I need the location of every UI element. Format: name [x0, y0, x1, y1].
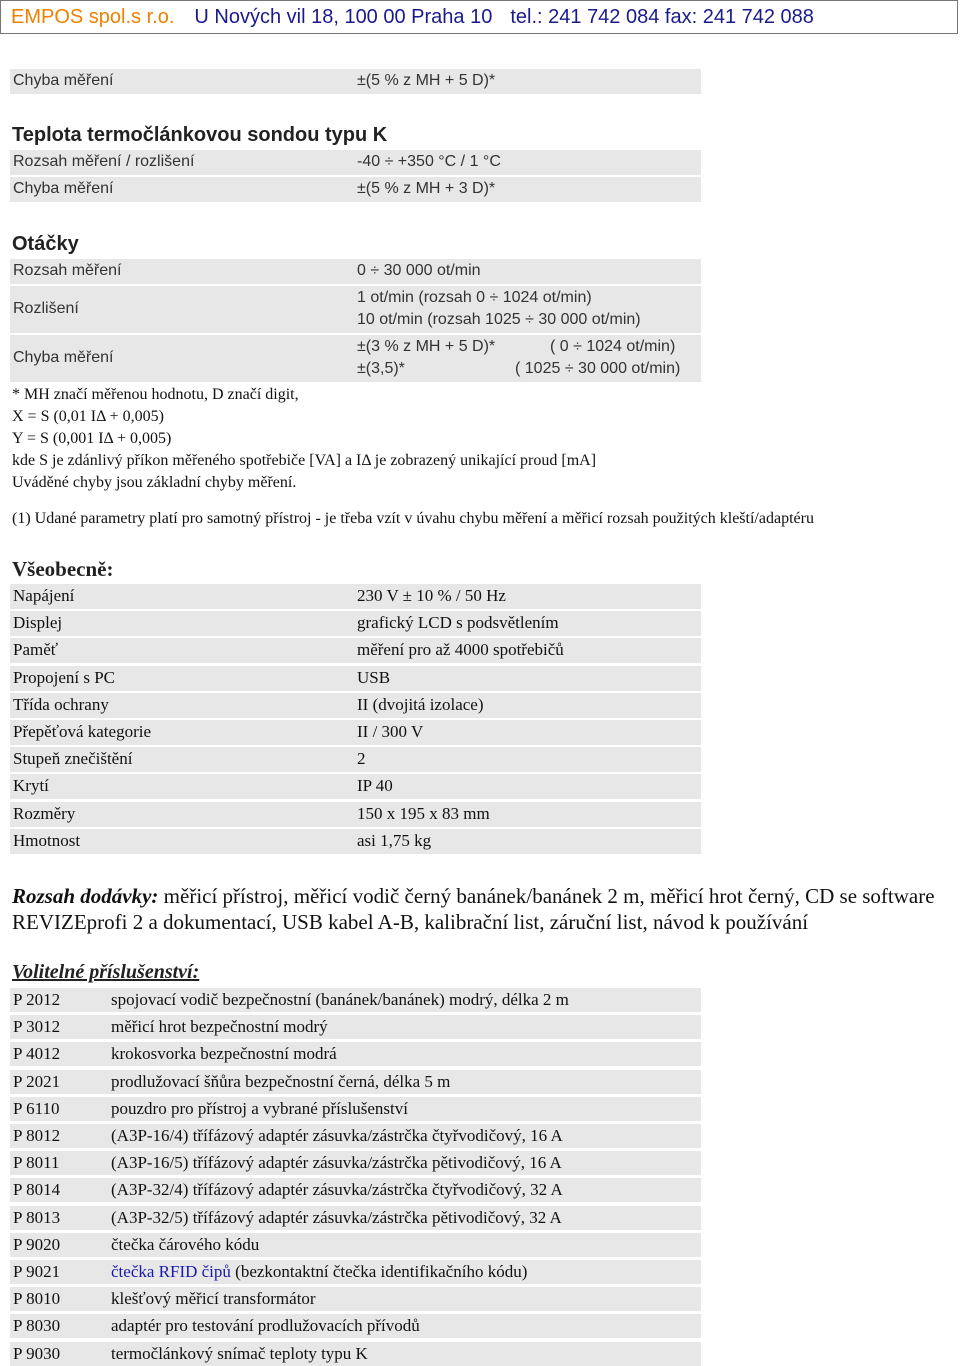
company-address: U Nových vil 18, 100 00 Praha 10 [194, 6, 493, 28]
spec-label: Rozsah měření / rozlišení [13, 153, 195, 170]
footnote: Uváděné chyby jsou základní chyby měření. [12, 474, 297, 491]
spec-value: 10 ot/min (rozsah 1025 ÷ 30 000 ot/min) [357, 311, 641, 328]
accessory-description: (A3P-32/4) třífázový adaptér zásuvka/zástrčka čtyřvodičový, 32 A [111, 1180, 563, 1200]
spec-value: 0 ÷ 30 000 ot/min [357, 262, 481, 279]
accessory-code: P 8013 [13, 1207, 61, 1227]
spec-value: 1 ot/min (rozsah 0 ÷ 1024 ot/min) [357, 289, 592, 306]
spec-row [10, 177, 701, 202]
accessory-description: (A3P-16/4) třífázový adaptér zásuvka/zástrčka čtyřvodičový, 16 A [111, 1126, 563, 1145]
accessory-row [10, 1015, 701, 1039]
spec-row [10, 638, 701, 663]
spec-row [10, 720, 701, 745]
spec-row [10, 693, 701, 718]
accessory-row [10, 1342, 701, 1366]
section-title-accessories: Volitelné příslušenství: [12, 961, 200, 983]
accessory-description: čtečka čárového kódu [111, 1234, 260, 1254]
accessory-description: (A3P-32/5) třífázový adaptér zásuvka/zástrčka pětivodičový, 32 A [111, 1207, 562, 1227]
spec-value: -40 ÷ +350 °C / 1 °C [357, 153, 501, 170]
spec-row [10, 666, 701, 691]
spec-row [10, 259, 701, 284]
spec-row [10, 584, 701, 609]
spec-value: IP 40 [357, 776, 393, 796]
accessory-row [10, 1287, 701, 1311]
accessory-row [10, 1233, 701, 1257]
spec-label: Chyba měření [13, 180, 114, 197]
spec-value: měření pro až 4000 spotřebičů [357, 640, 564, 660]
accessory-code: P 2021 [13, 1071, 61, 1091]
delivery-text: měřicí přístroj, měřicí vodič černý banánek/banánek 2 m, měřicí hrot černý, CD se software REVIZEprofi 2 a dokumentací, USB kabel A-B, kalibrační list, záruční list, návod k používání [12, 884, 935, 934]
footnote: Y = S (0,001 IΔ + 0,005) [12, 430, 172, 447]
accessory-row [10, 1206, 701, 1230]
footnote: (1) Udané parametry platí pro samotný přístroj - je třeba vzít v úvahu chybu měření a měřicí rozsah použitých kleští/adaptéru [12, 510, 814, 527]
accessory-code: P 9021 [13, 1262, 61, 1281]
accessory-description: klešťový měřicí transformátor [111, 1289, 316, 1309]
accessory-description-rest: (bezkontaktní čtečka identifikačního kódu) [230, 1262, 528, 1281]
spec-row [10, 335, 701, 382]
spec-label: Krytí [13, 776, 49, 796]
delivery-label: Rozsah dodávky: [12, 884, 159, 908]
section-title-general: Všeobecně: [12, 557, 114, 581]
accessory-code: P 6110 [13, 1098, 60, 1118]
accessory-code: P 3012 [13, 1017, 61, 1037]
accessory-code: P 9030 [13, 1343, 61, 1363]
spec-label: Chyba měření [13, 72, 114, 89]
spec-value: II (dvojitá izolace) [357, 694, 484, 714]
spec-label: Propojení s PC [13, 667, 116, 687]
accessory-row [10, 1178, 701, 1202]
section-title-rpm: Otáčky [12, 233, 79, 255]
spec-value: ±(3,5)* [357, 360, 405, 377]
accessory-row [10, 1151, 701, 1175]
accessory-description [111, 1262, 527, 1282]
spec-row [10, 286, 701, 333]
spec-label: Napájení [13, 586, 75, 605]
accessory-link[interactable]: čtečka RFID čipů [111, 1262, 231, 1281]
spec-label: Chyba měření [13, 349, 114, 366]
spec-row [10, 802, 701, 827]
accessory-code: P 8010 [13, 1289, 61, 1309]
accessory-row [10, 1070, 701, 1094]
accessory-code: P 8014 [13, 1180, 61, 1200]
spec-label: Rozsah měření [13, 262, 122, 279]
spec-label: Paměť [13, 640, 59, 660]
accessory-description: spojovací vodič bezpečnostní (banánek/banánek) modrý, délka 2 m [111, 990, 569, 1009]
accessory-code: P 8011 [13, 1153, 60, 1173]
accessory-code: P 8030 [13, 1316, 61, 1336]
spec-value: asi 1,75 kg [357, 830, 432, 850]
footnote: * MH značí měřenou hodnotu, D značí digit, [12, 386, 299, 403]
spec-row [10, 611, 701, 636]
accessory-description: pouzdro pro přístroj a vybrané příslušenství [111, 1098, 408, 1118]
accessory-row [10, 988, 701, 1012]
accessory-code: P 2012 [13, 990, 61, 1009]
accessory-row [10, 1124, 701, 1148]
accessory-description: krokosvorka bezpečnostní modrá [111, 1044, 337, 1064]
spec-value: ±(3 % z MH + 5 D)* [357, 338, 496, 355]
spec-row [10, 774, 701, 799]
accessory-row [10, 1314, 701, 1338]
accessory-description: adaptér pro testování prodlužovacích přívodů [111, 1316, 420, 1336]
accessory-row [10, 1260, 701, 1284]
spec-label: Třída ochrany [13, 694, 109, 714]
footnote: kde S je zdánlivý příkon měřeného spotřebiče [VA] a IΔ je zobrazený unikající proud [mA] [12, 452, 597, 469]
spec-row [10, 150, 701, 175]
spec-label: Displej [13, 613, 63, 633]
spec-row-error [10, 69, 701, 94]
company-name: EMPOS spol.s r.o. [11, 6, 175, 28]
accessory-row [10, 1097, 701, 1121]
spec-label: Rozlišení [13, 300, 79, 317]
spec-label: Stupeň znečištění [13, 749, 133, 769]
spec-label: Hmotnost [13, 830, 81, 850]
spec-row [10, 747, 701, 772]
accessory-code: P 9020 [13, 1234, 61, 1254]
company-phone: tel.: 241 742 084 fax: 241 742 088 [510, 6, 814, 28]
spec-label: Přepěťová kategorie [13, 722, 152, 741]
spec-value: 150 x 195 x 83 mm [357, 803, 490, 823]
spec-value: II / 300 V [357, 722, 424, 741]
delivery-paragraph [12, 883, 957, 935]
accessory-description: měřicí hrot bezpečnostní modrý [111, 1017, 328, 1037]
spec-value: 2 [357, 749, 366, 769]
footnote: X = S (0,01 IΔ + 0,005) [12, 408, 164, 425]
spec-value: ±(5 % z MH + 3 D)* [357, 180, 496, 197]
accessory-row [10, 1042, 701, 1066]
spec-row [10, 829, 701, 854]
section-title-thermocouple: Teplota termočlánkovou sondou typu K [12, 124, 388, 146]
page-header [0, 0, 958, 34]
accessory-code: P 8012 [13, 1126, 61, 1145]
spec-value: ±(5 % z MH + 5 D)* [357, 72, 496, 89]
spec-value: ( 1025 ÷ 30 000 ot/min) [515, 360, 681, 377]
spec-value: USB [357, 667, 391, 687]
spec-label: Rozměry [13, 803, 76, 823]
accessory-description: prodlužovací šňůra bezpečnostní černá, délka 5 m [111, 1071, 451, 1091]
spec-value: ( 0 ÷ 1024 ot/min) [550, 338, 676, 355]
accessory-description: (A3P-16/5) třífázový adaptér zásuvka/zástrčka pětivodičový, 16 A [111, 1153, 562, 1173]
spec-value: 230 V ± 10 % / 50 Hz [357, 586, 506, 605]
accessory-code: P 4012 [13, 1044, 61, 1064]
accessory-description: termočlánkový snímač teploty typu K [111, 1343, 368, 1363]
spec-value: grafický LCD s podsvětlením [357, 613, 559, 633]
